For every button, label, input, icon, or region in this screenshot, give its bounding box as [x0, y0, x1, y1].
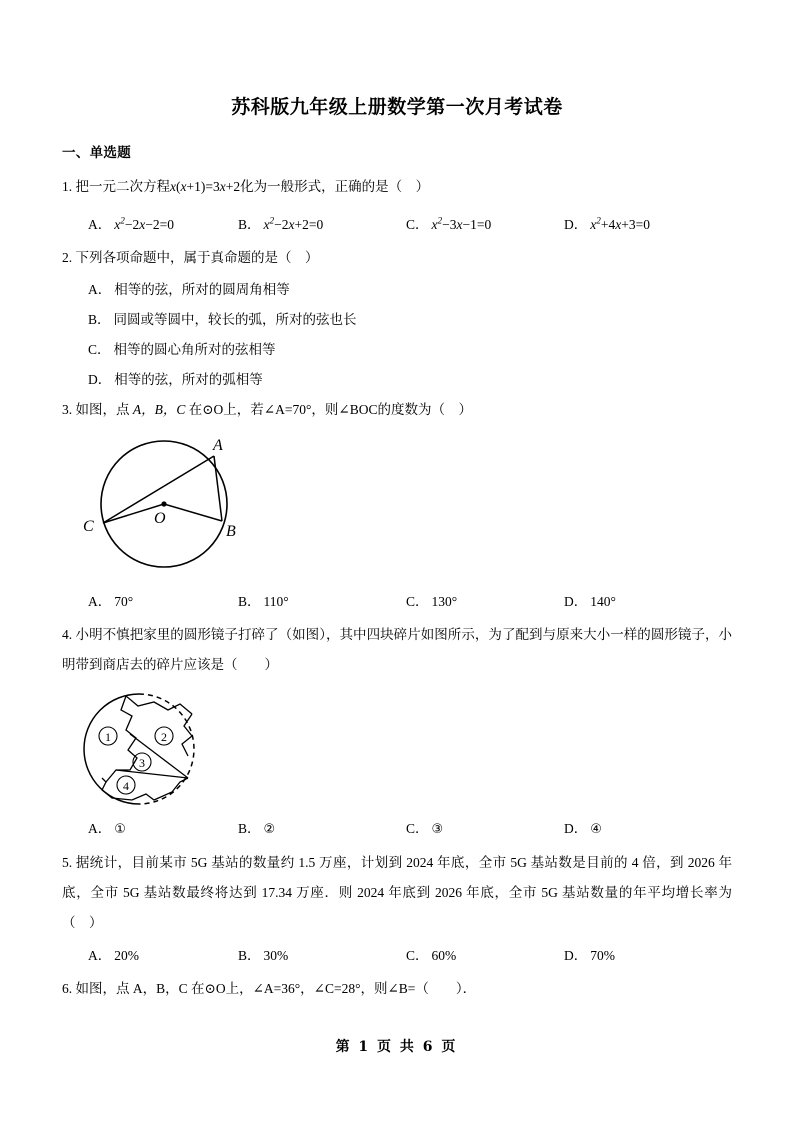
question-5-text: 据统计，目前某市 5G 基站的数量约 1.5 万座，计划到 2024 年底，全市 5G 基站数是目前的 4 倍，到 2026 年底，全市 5G 基站数最终将达到 17.34 万座．则 2024 年底到 2026 年底，全市 5G 基站数量的年平均增长率为（ ）	[62, 854, 732, 930]
question-1-formula: x(x+1)=3x+2	[170, 179, 241, 194]
question-3-points: A，B，C	[132, 401, 186, 417]
question-2-option-b[interactable]: B． 同圆或等圆中，较长的弧，所对的弦也长	[88, 311, 357, 327]
fragment-2-top-edge	[126, 696, 192, 714]
circle-inscribed-angle-diagram	[76, 431, 276, 579]
label-center-O: O	[154, 509, 166, 527]
svg-text:2: 2	[161, 729, 167, 744]
fragment-label-4	[117, 776, 135, 794]
question-2-text: 下列各项命题中，属于真命题的是（ ）	[75, 249, 319, 265]
question-4-option-c[interactable]: C． ③	[406, 820, 444, 837]
page-footer: 第 1 页 共 6 页	[335, 1039, 458, 1055]
question-2-option-d[interactable]: D． 相等的弦，所对的弧相等	[88, 371, 263, 387]
question-5-option-b[interactable]: B． 30%	[238, 947, 289, 963]
question-1-option-b[interactable]: B． $x^2-2x+2=0$	[238, 215, 324, 232]
question-1-stem-pre: 把一元二次方程	[75, 179, 170, 194]
question-3-figure	[62, 431, 732, 584]
question-3-option-b[interactable]: B． 110°	[238, 593, 289, 609]
question-1-option-d[interactable]: D． $x^2+4x+3=0$	[564, 215, 650, 232]
fragment-label-3	[133, 753, 151, 771]
fragment-4-boundary	[102, 778, 188, 800]
question-6-number: 6.	[62, 980, 73, 996]
question-3-stem-mid: 在⊙O上，若∠A=70°，则∠BOC的度数为（ ）	[188, 401, 472, 417]
question-3-option-d[interactable]: D． 140°	[564, 593, 616, 609]
label-point-B: B	[226, 522, 236, 540]
question-2-options	[62, 275, 732, 395]
question-6-stem	[62, 974, 732, 1004]
question-1-number: 1.	[62, 179, 73, 194]
question-6-text: 如图，点 A，B，C 在⊙O上，∠A=36°，∠C=28°，则∠B=（ ）．	[75, 980, 477, 996]
question-3-stem-pre: 如图，点	[75, 401, 130, 417]
question-2-option-a[interactable]: A． 相等的弦，所对的圆周角相等	[88, 281, 290, 297]
mirror-solid-arc	[84, 694, 139, 804]
question-3-options	[62, 588, 732, 616]
question-4-options	[62, 815, 732, 844]
question-2-number: 2.	[62, 249, 73, 265]
mirror-dashed-arc	[139, 694, 194, 804]
page-content	[62, 92, 732, 1006]
question-4-option-b[interactable]: B． ②	[238, 820, 276, 837]
question-3-number: 3.	[62, 401, 73, 417]
fragment-label-1	[99, 727, 117, 745]
question-5-options	[62, 942, 732, 970]
label-point-C: C	[83, 517, 94, 535]
center-point-O	[161, 501, 166, 506]
question-2-option-c[interactable]: C． 相等的圆心角所对的弦相等	[88, 341, 276, 357]
question-4-option-d[interactable]: D． ④	[564, 820, 602, 837]
question-3-option-a[interactable]: A． 70°	[88, 593, 134, 609]
section-heading: 一、单选题	[62, 145, 131, 160]
fragment-3-lower-edge	[116, 770, 188, 778]
question-3-option-c[interactable]: C． 130°	[406, 593, 458, 609]
question-5-stem	[62, 848, 732, 938]
question-4-stem	[62, 620, 732, 680]
question-1-option-c[interactable]: C． $x^2-3x-1=0$	[406, 215, 492, 232]
fragment-2-right-edge	[182, 714, 192, 756]
page-title: 苏科版九年级上册数学第一次月考试卷	[231, 96, 563, 118]
broken-mirror-diagram	[76, 686, 216, 806]
question-4-figure	[62, 686, 732, 811]
radius-OB	[164, 504, 222, 521]
question-5-number: 5.	[62, 854, 73, 870]
question-5-option-d[interactable]: D． 70%	[564, 947, 615, 963]
question-1-stem	[62, 172, 732, 202]
question-1-options	[62, 206, 732, 239]
svg-text:3: 3	[139, 755, 145, 770]
chord-AB	[214, 456, 222, 521]
question-1-option-a[interactable]: A． $x^2-2x-2=0$	[88, 215, 174, 232]
question-1-stem-post: 化为一般形式，正确的是（ ）	[240, 179, 430, 194]
question-2-stem	[62, 243, 732, 273]
question-5-option-a[interactable]: A． 20%	[88, 947, 139, 963]
fragment-label-2	[155, 727, 173, 745]
label-point-A: A	[213, 436, 223, 454]
question-5-option-c[interactable]: C． 60%	[406, 947, 457, 963]
question-4-text: 小明不慎把家里的圆形镜子打碎了（如图），其中四块碎片如图所示，为了配到与原来大小一样的圆形镜子，小明带到商店去的碎片应该是（ ）	[62, 626, 733, 672]
question-4-number: 4.	[62, 626, 73, 642]
svg-text:1: 1	[105, 729, 111, 744]
svg-text:4: 4	[123, 778, 129, 793]
question-4-option-a[interactable]: A． ①	[88, 820, 126, 837]
question-3-stem	[62, 395, 732, 425]
